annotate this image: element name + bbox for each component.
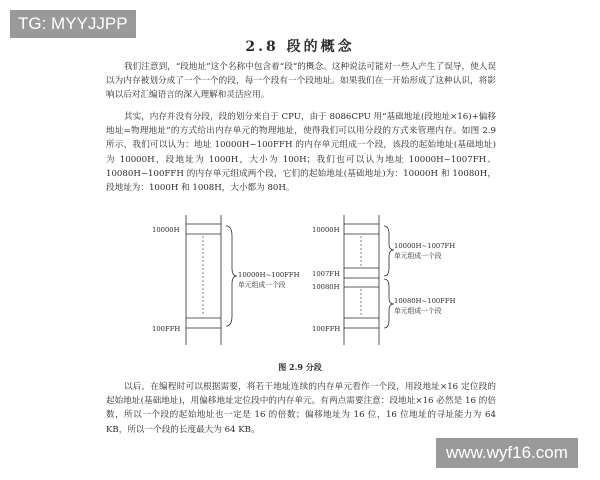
left-memory-diagram xyxy=(152,215,300,345)
right-upper-label-line1: 10000H~1007FH xyxy=(394,242,456,250)
right-mid-address-1: 1007FH xyxy=(312,270,340,278)
left-bottom-address: 100FFH xyxy=(152,325,181,333)
right-mid-address-2: 10080H xyxy=(312,283,340,291)
right-upper-brace xyxy=(384,226,394,276)
watermark-top-left: TG: MYYJJPP xyxy=(10,10,136,38)
section-title: 2.8 段的概念 xyxy=(245,39,355,55)
right-lower-brace xyxy=(384,279,394,328)
watermark-bottom-right: www.wyf16.com xyxy=(436,438,578,468)
right-top-address: 10000H xyxy=(312,226,340,234)
left-top-address: 10000H xyxy=(152,226,180,234)
left-brace-label-line1: 10000H~100FFH xyxy=(238,271,300,279)
right-bottom-address: 100FFH xyxy=(312,325,341,333)
right-upper-label-line2: 单元组成一个段 xyxy=(394,252,442,260)
right-lower-label-line2: 单元组成一个段 xyxy=(394,307,442,315)
left-brace xyxy=(226,226,237,326)
right-memory-diagram xyxy=(312,215,456,345)
right-lower-label-line1: 10080H~100FFH xyxy=(394,297,456,305)
paragraph-intro: 我们注意到，“段地址”这个名称中包含着“段”的概念。这种说法可能对一些人产生了误导，使人误以为内存被划分成了一个一个的段，每一个段有一个段地址。如果我们在一开始形成了这种认识，将影响以后对汇编语言的深入理解和灵活应用。 xyxy=(106,62,496,101)
paragraph-explanation: 其实，内存并没有分段，段的划分来自于 CPU，由于 8086CPU 用“基础地址(段地址×16)+偏移地址=物理地址”的方式给出内存单元的物理地址，使得我们可以用分段的方式来管理内存。如图 2.9 所示，我们可以认为：地址 10000H~100FFH 的内存单元组成一个段，该段的起始地址(基础地址)为 10000H，段地址为 1000H，大小为 100H；我们也可以认为地址 10000H~1007FH、10080H~100FFH 的内存单元组成两个段，它们的起始地址(基础地址)为：10000H 和 10080H，段地址为：1000H 和 1008H，大小都为 80H。 xyxy=(106,112,496,194)
figure-caption: 图 2.9 分段 xyxy=(278,362,322,372)
paragraph-programming-note: 以后，在编程时可以根据需要，将若干地址连续的内存单元看作一个段，用段地址×16 定位段的起始地址(基础地址)，用偏移地址定位段中的内存单元。有两点需要注意：段地址×16 必然是 16 的倍数，所以一个段的起始地址也一定是 16 的倍数；偏移地址为 16 位，16 位地址的寻址能力为 64 KB，所以一个段的长度最大为 64 KB。 xyxy=(106,382,496,435)
left-brace-label-line2: 单元组成一个段 xyxy=(238,281,286,289)
